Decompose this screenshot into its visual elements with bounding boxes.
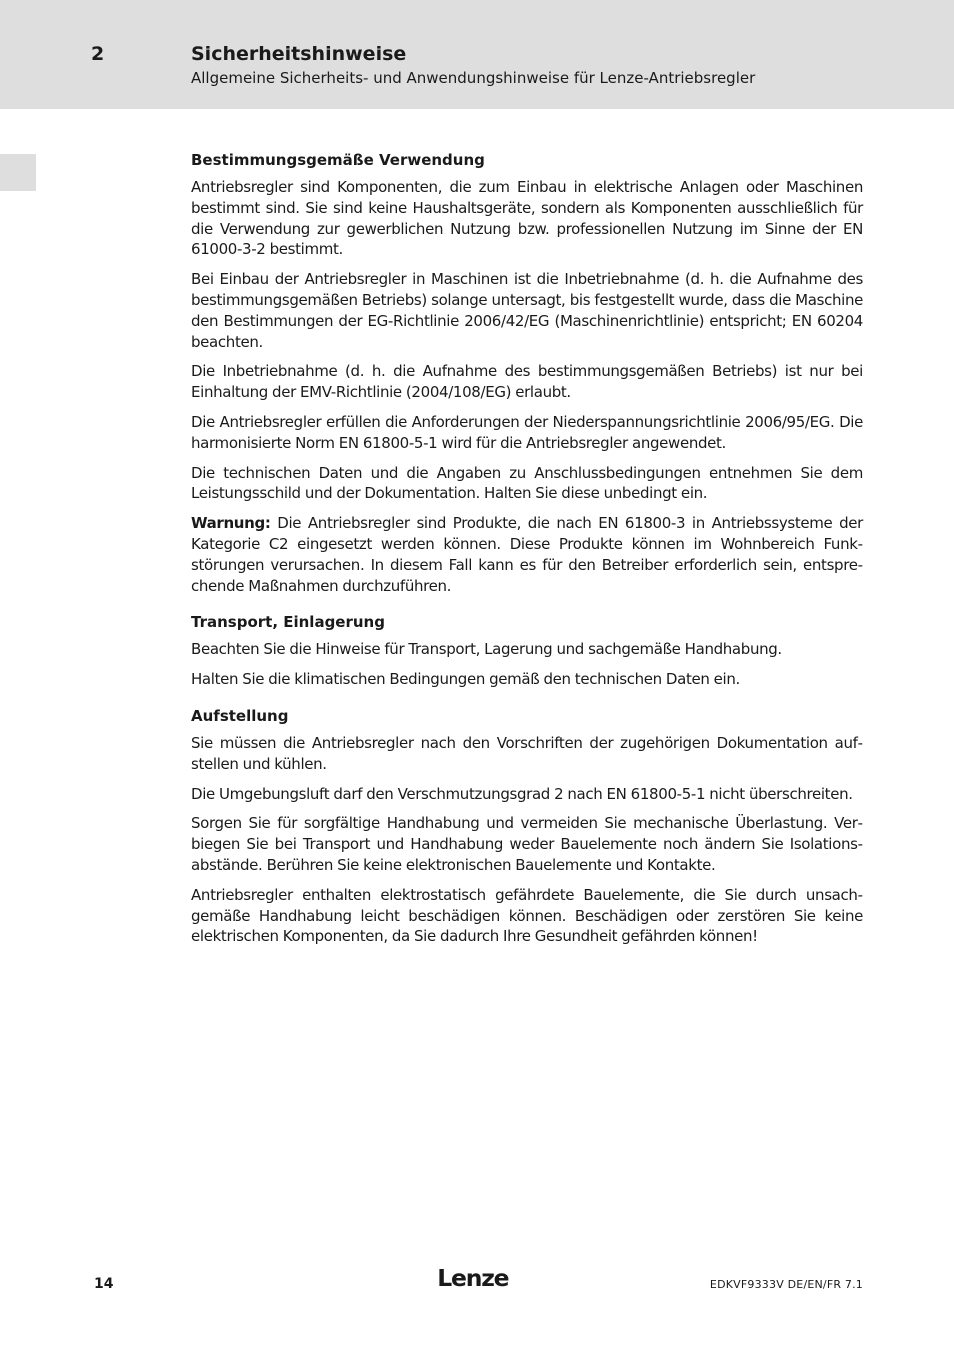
chapter-subtitle: Allgemeine Sicherheits- und Anwendungshinweise für Lenze-Antriebsregler [191,69,756,87]
section-heading: Aufstellung [191,706,289,725]
warning-text: Die Antriebsregler sind Produkte, die nach EN 61800-3 in Antriebssysteme der Kategorie C2 eingesetzt werden können. Diese Produkte können im Wohnbereich Funkstörungen verursachen. In diesem Fall kann es für den Betreiber erforderlich sein, entsprechende Maßnahmen durchzuführen. [191,514,863,595]
paragraph: Die Inbetriebnahme (d. h. die Aufnahme des bestimmungsgemäßen Betriebs) ist nur bei Einhaltung der EMV-Richtlinie (2004/108/EG) erlaubt. [191,362,863,402]
chapter-side-tab [0,154,36,191]
paragraph: Die Antriebsregler erfüllen die Anforderungen der Niederspannungsrichtlinie 2006/95/EG. Die harmonisierte Norm EN 61800-5-1 wird für die Antriebsregler angewendet. [191,412,863,452]
chapter-number: 2 [91,43,105,65]
page-content [191,150,863,956]
paragraph: Sorgen Sie für sorgfältige Handhabung und vermeiden Sie mechanische Überlastung. Verbiegen Sie bei Transport und Handhabung weder Bauelemente noch ändern Sie Isolationsabstände. Berühren Sie keine elektronischen Bauelemente und Kontakte. [191,814,863,874]
paragraph: Halten Sie die klimatischen Bedingungen gemäß den technischen Daten ein. [191,670,740,689]
lenze-logo: Lenze [437,1266,509,1292]
paragraph: Die technischen Daten und die Angaben zu Anschlussbedingungen entnehmen Sie dem Leistungsschild und der Dokumentation. Halten Sie diese unbedingt ein. [191,463,863,503]
paragraph: Antriebsregler enthalten elektrostatisch gefährdete Bauelemente, die Sie durch unsachgemäße Handhabung leicht beschädigen können. Beschädigen oder zerstören Sie keine elektrischen Komponenten, da Sie dadurch Ihre Gesundheit gefährden können! [191,885,863,946]
paragraph: Die Umgebungsluft darf den Verschmutzungsgrad 2 nach EN 61800-5-1 nicht überschreiten. [191,784,853,803]
section-aufstellung [191,706,863,947]
header-band [0,0,954,109]
paragraph: Beachten Sie die Hinweise für Transport, Lagerung und sachgemäße Handhabung. [191,640,782,659]
warning-paragraph [191,513,863,596]
section-heading: Transport, Einlagerung [191,613,385,632]
paragraph: Bei Einbau der Antriebsregler in Maschinen ist die Inbetriebnahme (d. h. die Aufnahme des bestimmungsgemäßen Betriebs) solange untersagt, bis festgestellt wurde, dass die Maschine den Bestimmungen der EG-Richtlinie 2006/42/EG (Maschinenrichtlinie) entspricht; EN 60204 beachten. [191,270,863,351]
section-bestimmungsgemaesse-verwendung [191,150,863,596]
warning-label: Warnung: [191,514,271,533]
page-number: 14 [94,1276,114,1292]
paragraph: Sie müssen die Antriebsregler nach den Vorschriften der zugehörigen Dokumentation aufstellen und kühlen. [191,733,863,773]
paragraph: Antriebsregler sind Komponenten, die zum Einbau in elektrische Anlagen oder Maschinen bestimmt sind. Sie sind keine Haushaltsgeräte, sondern als Komponenten ausschließlich für die Verwendung zur gewerblichen Nutzung bzw. professionellen Nutzung im Sinne der EN 61000-3-2 bestimmt. [191,178,863,259]
section-heading: Bestimmungsgemäße Verwendung [191,151,485,169]
document-id: EDKVF9333V DE/EN/FR 7.1 [709,1278,863,1291]
chapter-title: Sicherheitshinweise [191,43,407,65]
section-transport-einlagerung [191,612,863,690]
